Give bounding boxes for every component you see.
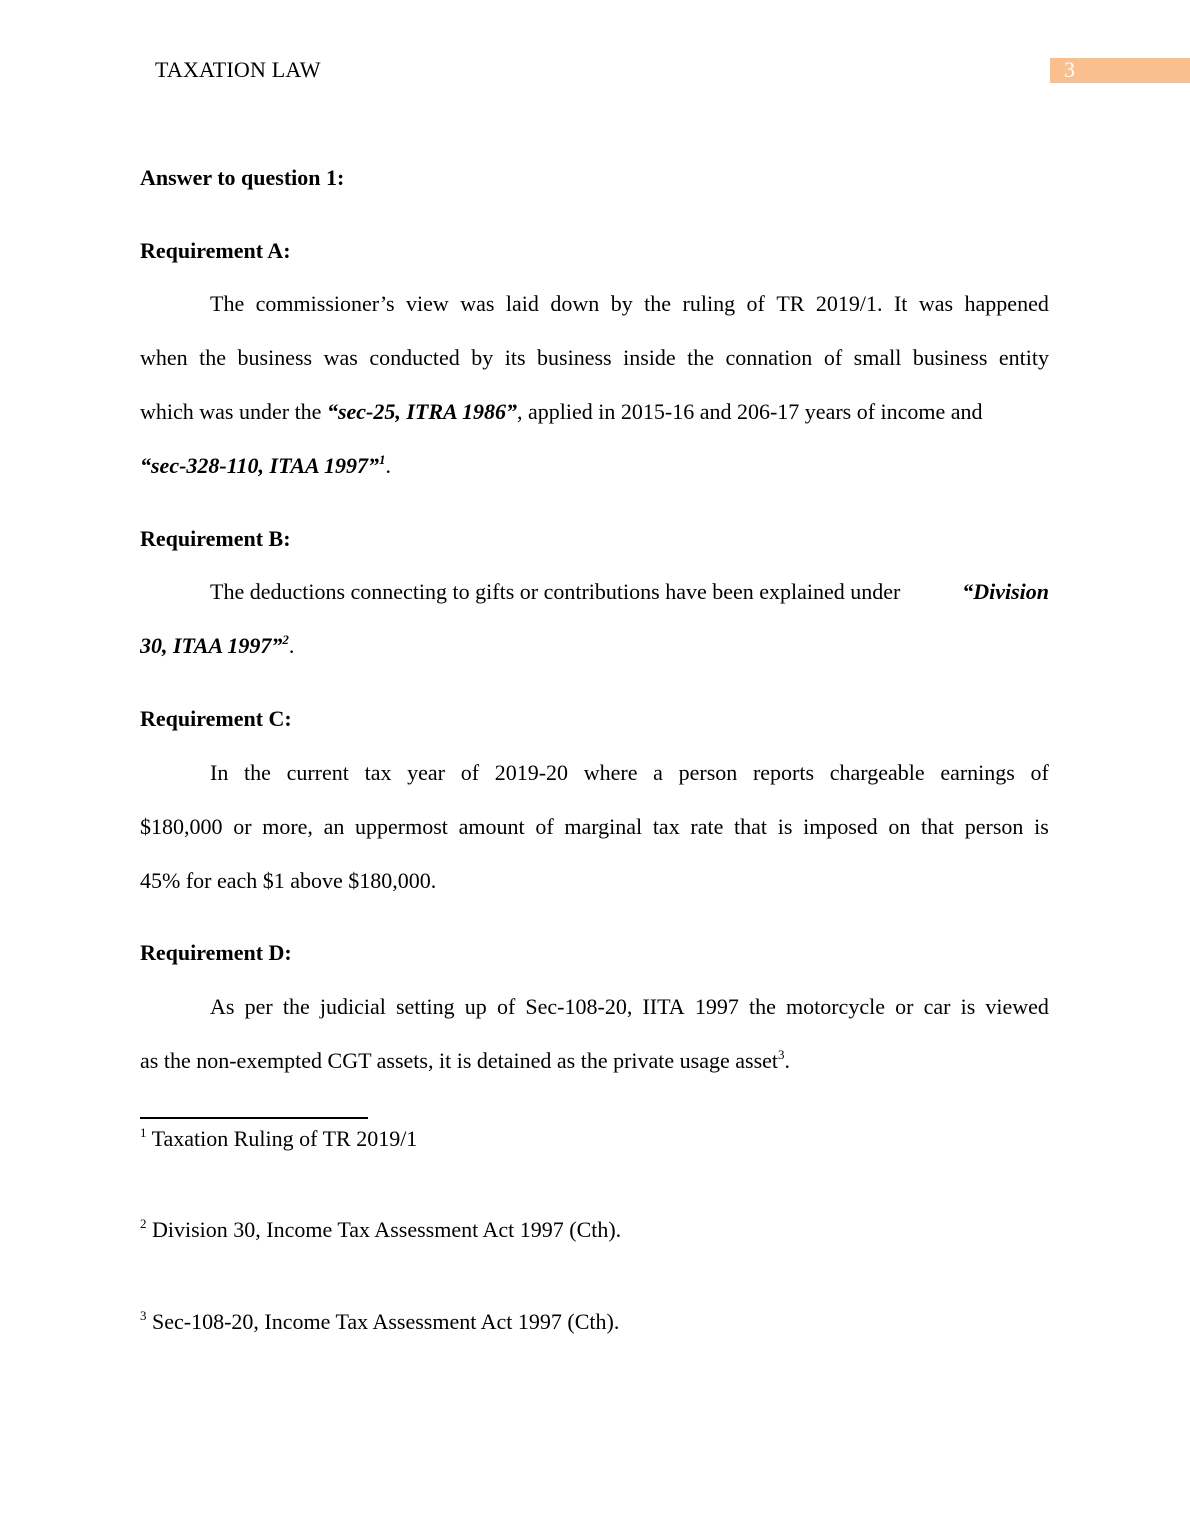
word: of [496, 994, 516, 1019]
footnote-2-number: 2 [140, 1216, 147, 1231]
word: entity [998, 345, 1049, 370]
word: current [286, 760, 349, 785]
requirement-a-heading: Requirement A: [140, 238, 291, 263]
footnote-3-text: Sec-108-20, Income Tax Assessment Act 1997 (Cth). [146, 1309, 620, 1334]
word: 1997 [694, 994, 739, 1019]
word: amount [458, 814, 525, 839]
word: the [282, 994, 310, 1019]
word: chargeable [829, 760, 925, 785]
word: where [583, 760, 638, 785]
word: was [323, 345, 358, 370]
word: car [923, 994, 951, 1019]
footnote-2 [140, 1216, 621, 1244]
footnote-3-number: 3 [140, 1308, 147, 1323]
word: ruling [682, 291, 736, 316]
req-d-line-1 [210, 992, 1049, 1022]
word: the [244, 760, 271, 785]
word: the [748, 994, 776, 1019]
footnote-1 [140, 1125, 417, 1153]
running-header-title: TAXATION LAW [155, 57, 321, 82]
word: conducted [369, 345, 460, 370]
word: or [895, 994, 914, 1019]
word: of [823, 345, 843, 370]
word: It [893, 291, 908, 316]
page-number-box [1050, 58, 1190, 83]
word: tax [652, 814, 680, 839]
word: by [471, 345, 494, 370]
word: more, [262, 814, 313, 839]
word: TR [776, 291, 805, 316]
req-a-line-3 [140, 397, 1049, 427]
requirement-b-heading: Requirement B: [140, 526, 291, 551]
word: of [1030, 760, 1049, 785]
word: business [912, 345, 988, 370]
word: person [964, 814, 1024, 839]
word: small [853, 345, 902, 370]
reference-itaa-1997: 30, ITAA 1997” [140, 633, 283, 658]
word: when [140, 345, 188, 370]
word: As [210, 994, 235, 1019]
req-c-line-1 [210, 758, 1049, 788]
req-b-line-1: The deductions connecting to gifts or contributions have been explained under “Division [210, 577, 1049, 607]
word: The [210, 291, 245, 316]
req-d-line-2: as the non-exempted CGT assets, it is detained as the private usage asset$^3$. [140, 1047, 791, 1073]
word: that [921, 814, 955, 839]
footnote-2-text: Division 30, Income Tax Assessment Act 1997 (Cth). [146, 1217, 622, 1242]
req-c-line-2 [140, 812, 1049, 842]
word: commissioner’s [255, 291, 395, 316]
word: 2019-20 [494, 760, 569, 785]
word: imposed [803, 814, 878, 839]
word: of [460, 760, 480, 785]
word: on [888, 814, 911, 839]
footnote-separator [140, 1117, 368, 1119]
footnote-marker-2[interactable]: 2 [282, 632, 289, 647]
word: down [550, 291, 600, 316]
word: year [407, 760, 446, 785]
word: that [734, 814, 768, 839]
req-a-line-4: “sec-328-110, ITAA 1997”$^1$. [140, 452, 391, 478]
word: uppermost [355, 814, 448, 839]
req-a-line-1 [210, 289, 1049, 319]
footnote-marker-3[interactable]: 3 [778, 1047, 785, 1062]
word: person [678, 760, 738, 785]
word: judicial [319, 994, 386, 1019]
word: viewed [985, 994, 1049, 1019]
requirement-d-heading: Requirement D: [140, 940, 292, 965]
word: was [918, 291, 954, 316]
word: its [504, 345, 526, 370]
word: the [687, 345, 715, 370]
word: an [323, 814, 345, 839]
word: tax [364, 760, 392, 785]
word: inside [623, 345, 676, 370]
word: of [746, 291, 765, 316]
page-number: 3 [1064, 57, 1075, 82]
word: IITA [642, 994, 685, 1019]
word: earnings [940, 760, 1015, 785]
word: is [777, 814, 793, 839]
req-a-line-2 [140, 343, 1049, 373]
word: by [610, 291, 633, 316]
reference-sec-328-110: “sec-328-110, ITAA 1997” [140, 453, 379, 478]
word: view [406, 291, 449, 316]
word: up [464, 994, 487, 1019]
req-b-line-2: 30, ITAA 1997”$^2$. [140, 632, 295, 658]
word: Sec-108-20, [525, 994, 633, 1019]
reference-division-30: “Division [962, 579, 1049, 604]
footnote-marker-1[interactable]: 1 [378, 452, 386, 467]
word: laid [505, 291, 539, 316]
word: motorcycle [786, 994, 885, 1019]
word: was [460, 291, 495, 316]
req-a-line-3-text: which was under the “sec-25, ITRA 1986”, applied in 2015-16 and 206-17 years of income and [140, 399, 983, 424]
footnote-3 [140, 1308, 619, 1336]
word: happened [964, 291, 1049, 316]
word: reports [752, 760, 815, 785]
word: $180,000 [140, 814, 223, 839]
footnote-1-number: 1 [140, 1125, 147, 1140]
word: business [237, 345, 313, 370]
word: a [653, 760, 663, 785]
word: the [644, 291, 672, 316]
requirement-c-heading: Requirement C: [140, 706, 292, 731]
word: rate [690, 814, 724, 839]
word: is [1034, 814, 1049, 839]
word: of [535, 814, 554, 839]
word: connation [725, 345, 813, 370]
reference-sec-25: “sec-25, ITRA 1986” [326, 399, 518, 424]
footnote-1-text: Taxation Ruling of TR 2019/1 [146, 1126, 418, 1151]
word: the [199, 345, 227, 370]
word: In [210, 760, 229, 785]
answer-heading: Answer to question 1: [140, 165, 345, 190]
word: is [960, 994, 976, 1019]
word: business [537, 345, 612, 370]
word: per [244, 994, 273, 1019]
word: setting [395, 994, 455, 1019]
word: marginal [564, 814, 643, 839]
word: 2019/1. [815, 291, 883, 316]
word: or [233, 814, 252, 839]
req-c-line-3: 45% for each $1 above $180,000. [140, 868, 437, 893]
